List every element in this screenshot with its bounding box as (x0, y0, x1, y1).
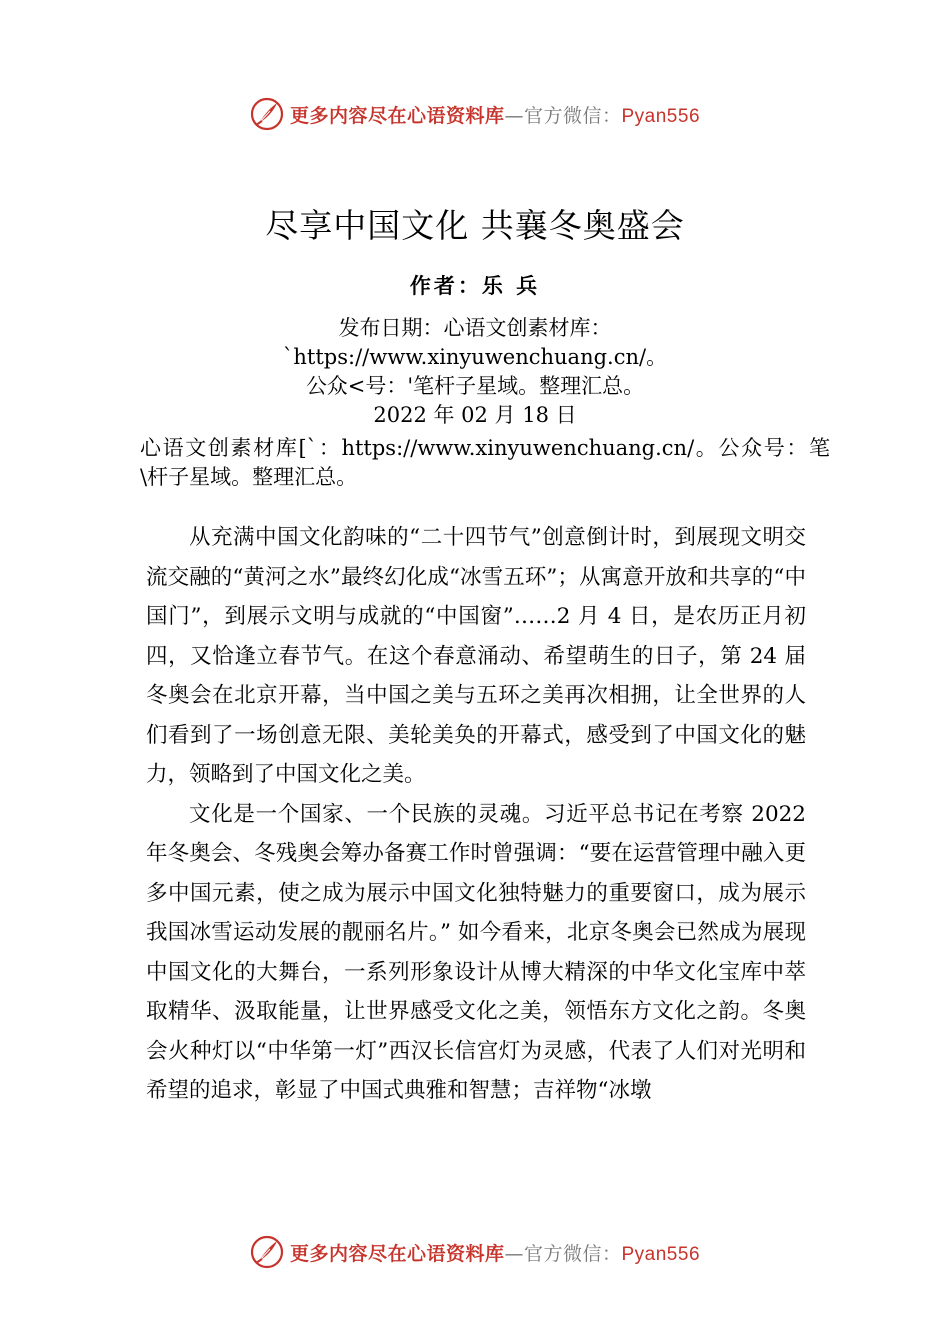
meta-line-account: 公众<号：'笔杆子星域。整理汇总。 (305, 374, 645, 398)
library-text: 更多内容尽在心语资料库 (289, 1242, 505, 1265)
meta-line-date: 2022 年 02 月 18 日 (373, 403, 577, 427)
library-text: 更多内容尽在心语资料库 (289, 104, 505, 127)
meta-line-publish: 发布日期：心语文创素材库： (338, 316, 612, 340)
footer-banner (0, 1232, 950, 1272)
article-author: 作者：乐 兵 (409, 273, 541, 298)
banner-dash: — (504, 104, 524, 127)
wechat-id: Pyan556 (621, 1243, 701, 1265)
wechat-label: 官方微信： (523, 104, 622, 127)
source-note: 心语文创素材库[`：https://www.xinyuwenchuang.cn/。公众号：笔\杆子星域。整理汇总。 (140, 436, 830, 489)
banner-dash: — (504, 1242, 524, 1265)
article-meta (0, 314, 950, 430)
quill-pen-icon (250, 97, 284, 131)
quill-pen-icon (250, 1235, 284, 1269)
wechat-label: 官方微信： (523, 1242, 622, 1265)
article-title: 尽享中国文化 共襄冬奥盛会 (265, 206, 685, 245)
banner-text (290, 1239, 700, 1266)
wechat-id: Pyan556 (621, 105, 701, 127)
article-body (146, 518, 806, 1111)
meta-line-url: `https://www.xinyuwenchuang.cn/。 (282, 345, 668, 369)
paragraph-1: 从充满中国文化韵味的“二十四节气”创意倒计时，到展现文明交流交融的“黄河之水”最终幻化成“冰雪五环”；从寓意开放和共享的“中国门”，到展示文明与成就的“中国窗”……2 月 4 日，是农历正月初四，又恰逢立春节气。在这个春意涌动、希望萌生的日子，第 24 届冬奥会在北京开幕，当中国之美与五环之美再次相拥，让全世界的人们看到了一场创意无限、美轮美奂的开幕式，感受到了中国文化的魅力，领略到了中国文化之美。 (146, 525, 806, 787)
header-banner (0, 94, 950, 134)
paragraph-2: 文化是一个国家、一个民族的灵魂。习近平总书记在考察 2022 年冬奥会、冬残奥会筹办备赛工作时曾强调：“要在运营管理中融入更多中国元素，使之成为展示中国文化独特魅力的重要窗口，成为展示我国冰雪运动发展的靓丽名片。” 如今看来，北京冬奥会已然成为展现中国文化的大舞台，一系列形象设计从博大精深的中华文化宝库中萃取精华、汲取能量，让世界感受文化之美，领悟东方文化之韵。冬奥会火种灯以“中华第一灯”西汉长信宫灯为灵感，代表了人们对光明和希望的追求，彰显了中国式典雅和智慧；吉祥物“冰墩 (146, 801, 806, 1103)
banner-text (290, 101, 700, 128)
